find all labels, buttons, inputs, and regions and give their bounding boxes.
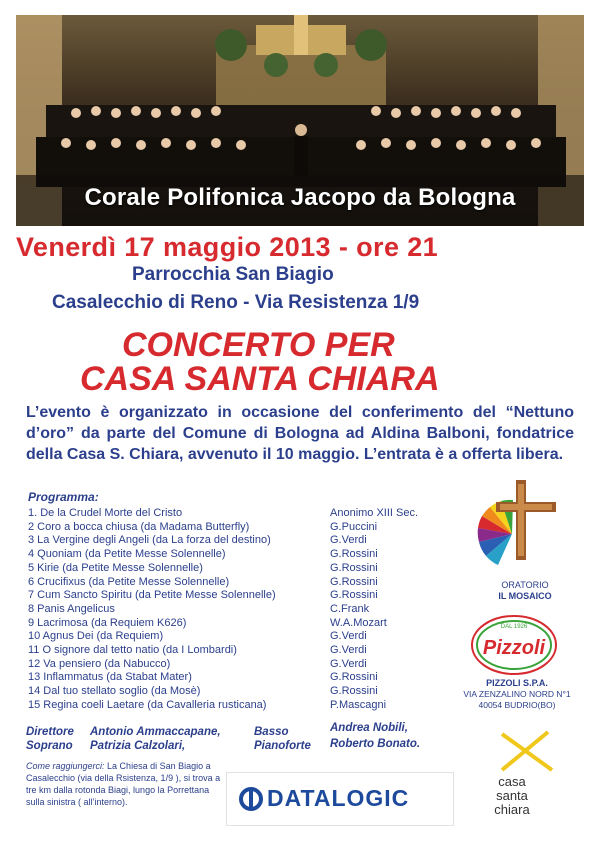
program-item-title: 9 Lacrimosa (da Requiem K626) xyxy=(28,616,187,629)
program-item-title: 4 Quoniam (da Petite Messe Solennelle) xyxy=(28,548,226,561)
program-item-title: 5 Kirie (da Petite Messe Solennelle) xyxy=(28,561,203,574)
choir-photo xyxy=(16,15,584,226)
program-item xyxy=(28,548,448,562)
program-heading: Programma: xyxy=(28,490,99,504)
pizzoli-since: DAL 1926 xyxy=(500,624,528,630)
program-item-title: 11 O signore dal tetto natio (da I Lombardi) xyxy=(28,644,237,656)
program-item-composer: G.Rossini xyxy=(330,685,378,698)
program-item-title: 8 Panis Angelicus xyxy=(28,602,115,615)
casa-santa-chiara-logo xyxy=(472,730,572,820)
directions-text: La Chiesa di San Biagio a Casalecchio (via della Rsistenza, 1/9 ), si trova a tre km dalla rotonda Biagi, lungo la Porrettana sulla sinistra ( all’interno). xyxy=(26,761,221,807)
program-item-title: 13 Inflammatus (da Stabat Mater) xyxy=(28,671,192,684)
directions xyxy=(26,760,226,808)
program-item-composer: G.Rossini xyxy=(330,548,378,561)
choir-name: Corale Polifonica Jacopo da Bologna xyxy=(84,184,516,211)
director-name: Antonio Ammaccapane, xyxy=(90,726,221,738)
concert-title-line1: CONCERTO PER xyxy=(122,326,395,364)
program-item-title: 3 La Vergine degli Angeli (da La forza del destino) xyxy=(28,534,271,547)
program-item-composer: G.Verdi xyxy=(330,630,367,643)
program-item-title: 10 Agnus Dei (da Requiem) xyxy=(28,630,164,643)
program-item xyxy=(28,685,448,699)
program-item-composer: P.Mascagni xyxy=(330,698,387,711)
program-item-composer: G.Rossini xyxy=(330,575,378,588)
soprano-label: Soprano xyxy=(26,740,73,752)
program-item-title: 14 Dal tuo stellato soglio (da Mosè) xyxy=(28,685,201,698)
cs-word2: santa xyxy=(496,788,528,803)
program-item xyxy=(28,507,448,521)
venue-church: Parrocchia San Biagio xyxy=(132,264,334,285)
program-item-title: 6 Crucifixus (da Petite Messe Solennelle) xyxy=(28,575,230,588)
director-label: Direttore xyxy=(26,726,74,738)
program-item xyxy=(28,534,448,548)
program-item xyxy=(28,671,448,685)
oratorio-mosaico-logo xyxy=(472,474,572,574)
oratorio-name: IL MOSAICO xyxy=(498,591,552,601)
program-item-title: 12 Va pensiero (da Nabucco) xyxy=(28,657,171,670)
pizzoli-city: 40054 BUDRIO(BO) xyxy=(478,700,556,710)
program-item xyxy=(28,576,448,590)
oratorio-label: ORATORIO xyxy=(501,580,549,590)
program-item-title: 2 Coro a bocca chiusa (da Madama Butterfly) xyxy=(28,520,250,533)
bass-name: Andrea Nobili, xyxy=(330,722,408,734)
program-item xyxy=(28,699,448,713)
pizzoli-street: VIA ZENZALINO NORD N°1 xyxy=(463,689,571,699)
cs-word3: chiara xyxy=(494,802,530,817)
concert-title-line2: CASA SANTA CHIARA xyxy=(80,360,440,398)
program-item xyxy=(28,630,448,644)
venue-address: Casalecchio di Reno - Via Resistenza 1/9 xyxy=(52,292,420,313)
program-item-composer: W.A.Mozart xyxy=(330,616,387,629)
pizzoli-company: PIZZOLI S.P.A. xyxy=(486,678,548,688)
event-date: Venerdì 17 maggio 2013 - ore 21 xyxy=(16,232,439,262)
program-item-composer: G.Rossini xyxy=(330,671,378,684)
piano-name: Roberto Bonato. xyxy=(330,738,421,750)
program-item-composer: G.Rossini xyxy=(330,589,378,602)
datalogic-mark-icon xyxy=(239,787,263,811)
soprano-name: Patrizia Calzolari, xyxy=(90,740,186,752)
program-item-composer: G.Verdi xyxy=(330,644,367,656)
program-item-composer: Anonimo XIII Sec. xyxy=(330,507,419,519)
program-item xyxy=(28,658,448,672)
pizzoli-wordmark: Pizzoli xyxy=(482,637,546,659)
program-item-title: 7 Cum Sancto Spiritu (da Petite Messe Solennelle) xyxy=(28,589,276,602)
piano-label: Pianoforte xyxy=(254,740,311,752)
program-item-composer: G.Verdi xyxy=(330,657,367,670)
program-item-composer: G.Rossini xyxy=(330,561,378,574)
event-description: L’evento è organizzato in occasione del conferimento del “Nettuno d’oro” da parte del Comune di Bologna ad Aldina Balboni, fondatrice della Casa S. Chiara, avvenuto il 10 maggio. L’entrata è a offerta libera. xyxy=(26,404,574,463)
program-item xyxy=(28,521,448,535)
bass-label: Basso xyxy=(254,726,289,738)
program-item xyxy=(28,644,448,658)
datalogic-logo xyxy=(226,772,454,826)
directions-lead: Come raggiungerci: xyxy=(26,761,105,771)
program-item-title: 15 Regina coeli Laetare (da Cavalleria rusticana) xyxy=(28,698,267,711)
program-item xyxy=(28,617,448,631)
program-item-composer: G.Puccini xyxy=(330,520,378,533)
program-item xyxy=(28,603,448,617)
program-item-title: 1. De la Crudel Morte del Cristo xyxy=(28,507,183,519)
program-item-composer: G.Verdi xyxy=(330,534,367,547)
program-item xyxy=(28,562,448,576)
datalogic-wordmark: DATALOGIC xyxy=(267,785,410,811)
pizzoli-logo xyxy=(470,614,558,676)
program-item-composer: C.Frank xyxy=(330,602,370,615)
program-item xyxy=(28,589,448,603)
cs-word1: casa xyxy=(498,774,526,789)
